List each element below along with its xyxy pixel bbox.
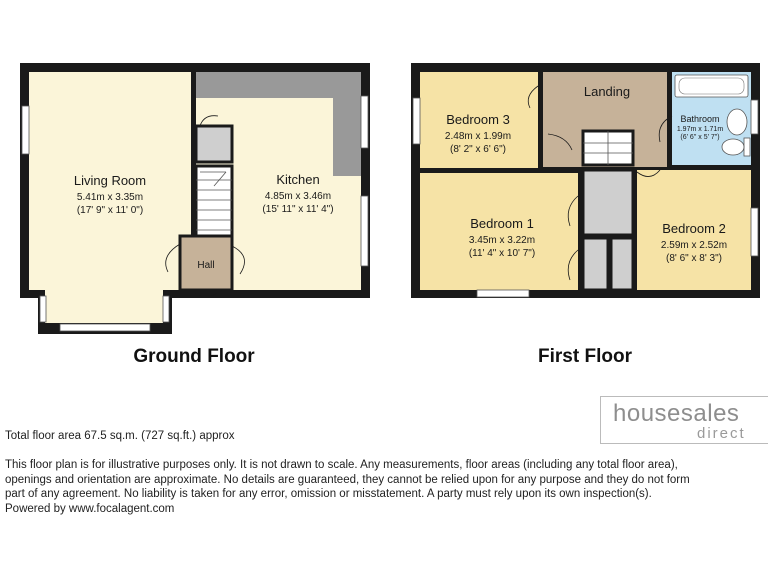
- wc-cistern: [744, 138, 750, 156]
- bedroom1-dim-m: 3.45m x 3.22m: [468, 235, 536, 246]
- kitchen-dim-ft: (15' 11" x 11' 4"): [262, 204, 334, 215]
- logo-sub-text: direct: [697, 425, 746, 442]
- living-room-side-window: [22, 106, 29, 154]
- bathroom-dim-ft: (6' 6" x 5' 7"): [680, 134, 720, 141]
- bedroom1-name: Bedroom 1: [470, 216, 534, 231]
- bedroom3-window: [413, 98, 420, 144]
- ground-floor-label: Ground Floor: [133, 346, 255, 367]
- living-room-name: Living Room: [73, 173, 147, 188]
- living-room-dim-ft: (17' 9" x 11' 0"): [76, 205, 144, 216]
- bedroom3-name: Bedroom 3: [446, 112, 510, 127]
- disclaimer-line: part of any agreement. No liability is taken for any error, omission or misstatement. A party must rely upon its own inspection(s).: [5, 488, 652, 500]
- bedroom2-name: Bedroom 2: [662, 221, 726, 236]
- first-floor-plan: [411, 63, 760, 367]
- kitchen-name: Kitchen: [276, 172, 320, 187]
- bathroom-name: Bathroom: [680, 114, 720, 124]
- first-floor-label: First Floor: [538, 346, 632, 367]
- kitchen-patio-door: [361, 196, 368, 266]
- disclaimer-line: openings and orientation are approximate. No details are guaranteed, they cannot be relied upon for any purpose and they do not form: [5, 473, 690, 486]
- bay-window-front: [60, 324, 150, 331]
- bedroom2-dim-m: 2.59m x 2.52m: [660, 240, 728, 251]
- ground-floor-plan: [20, 63, 370, 367]
- wc-bowl: [722, 139, 744, 155]
- landing-name: Landing: [583, 84, 631, 99]
- bedroom1-dim-ft: (11' 4" x 10' 7"): [468, 248, 536, 259]
- bedroom3-dim-ft: (8' 2" x 6' 6"): [450, 144, 506, 155]
- under-stairs-cupboard: [196, 126, 232, 162]
- wardrobe-lower-right: [611, 238, 633, 290]
- hall-name: Hall: [197, 260, 215, 271]
- kitchen-window: [361, 96, 368, 148]
- bedroom2-window: [751, 208, 758, 256]
- bay-window-right: [163, 296, 169, 322]
- disclaimer: [5, 458, 763, 516]
- wardrobe-lower-left: [583, 238, 608, 290]
- wardrobe-upper: [583, 170, 633, 235]
- living-room-dim-m: 5.41m x 3.35m: [76, 192, 144, 203]
- bedroom2-dim-ft: (8' 6" x 8' 3"): [666, 253, 722, 264]
- bathroom-window: [751, 100, 758, 134]
- bathroom-dim-m: 1.97m x 1.71m: [676, 126, 724, 133]
- bay-window-left: [40, 296, 46, 322]
- bedroom1-window: [477, 290, 529, 297]
- disclaimer-line: This floor plan is for illustrative purposes only. It is not drawn to scale. Any measurements, floor areas (including any total floor area),: [5, 459, 678, 471]
- kitchen-dim-m: 4.85m x 3.46m: [264, 191, 332, 202]
- logo-main-text: housesales: [613, 400, 740, 427]
- staircase: [196, 166, 232, 236]
- total-floor-area: Total floor area 67.5 sq.m. (727 sq.ft.) approx: [5, 430, 235, 442]
- housesales-direct-logo: [600, 396, 768, 444]
- basin: [727, 109, 747, 135]
- bedroom1-area: [420, 173, 578, 290]
- bedroom3-dim-m: 2.48m x 1.99m: [444, 131, 512, 142]
- powered-by-line: Powered by www.focalagent.com: [5, 502, 175, 515]
